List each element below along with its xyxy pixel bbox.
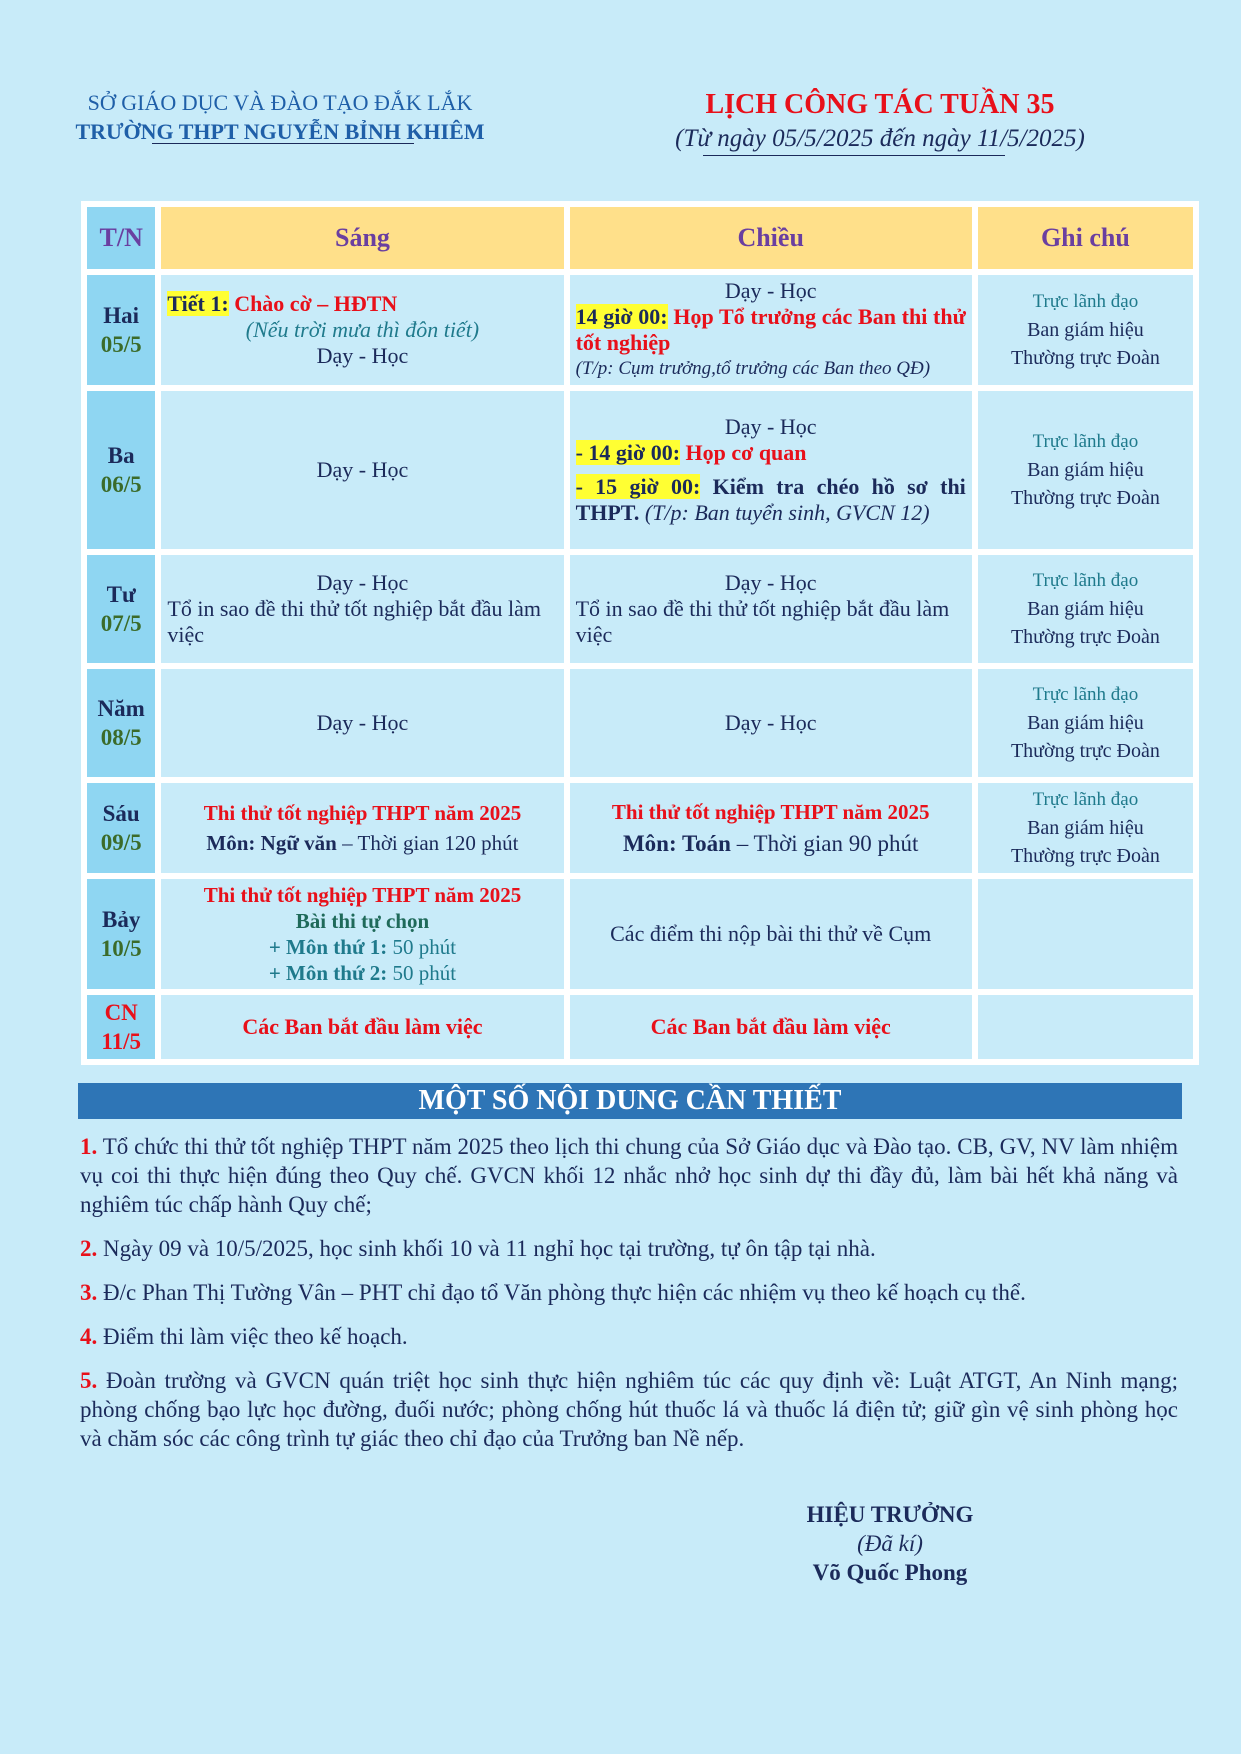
duty-leader: Trực lãnh đạo: [1032, 431, 1139, 452]
header-morning: Sáng: [161, 207, 563, 269]
issuer-block: [60, 88, 500, 146]
time-label: - 15 giờ 00:: [575, 474, 701, 499]
duty-leader: Trực lãnh đạo: [1032, 570, 1139, 591]
table-header-row: [87, 207, 1193, 269]
subject-2-time: 50 phút: [387, 961, 457, 985]
union-text: Thường trực Đoàn: [1010, 845, 1160, 867]
duty-leader: Trực lãnh đạo: [1032, 291, 1139, 312]
event-text: Họp cơ quan: [685, 440, 807, 465]
board-text: Ban giám hiệu: [1027, 319, 1144, 341]
morning-cell: [161, 879, 563, 989]
event-text: Kiểm tra chéo hồ sơ thi THPT.: [575, 474, 966, 525]
subject-2-label: + Môn thứ 2:: [268, 961, 388, 985]
day-date: 07/5: [100, 611, 142, 636]
table-row-thursday: [87, 669, 1193, 777]
teaching-text: Dạy - Học: [724, 414, 817, 439]
notes-cell-empty: [978, 995, 1193, 1059]
table-row-friday: [87, 783, 1193, 873]
participants-note: (T/p: Cụm trưởng,tổ trưởng các Ban theo QĐ): [575, 358, 931, 379]
header-notes: Ghi chú: [978, 207, 1193, 269]
department-name: SỞ GIÁO DỤC VÀ ĐÀO TẠO ĐẮK LẮK: [87, 90, 473, 115]
afternoon-cell: Các điểm thi nộp bài thi thử về Cụm: [570, 879, 972, 989]
table-row-wednesday: [87, 555, 1193, 663]
item-text: Đ/c Phan Thị Tường Vân – PHT chỉ đạo tổ Văn phòng thực hiện các nhiệm vụ theo kế hoạch cụ thể.: [97, 1280, 1026, 1305]
elective-title: Bài thi tự chọn: [295, 909, 430, 933]
exam-title: Thi thử tốt nghiệp THPT năm 2025: [203, 801, 522, 825]
item-number: 1.: [80, 1134, 98, 1159]
list-item: [80, 1366, 1178, 1453]
subject-label: Môn: Ngữ văn: [206, 831, 337, 855]
signature-block: [760, 1500, 1020, 1587]
notes-cell: [978, 275, 1193, 385]
table-row-monday: [87, 275, 1193, 385]
afternoon-cell: [570, 275, 972, 385]
day-name: Bảy: [102, 907, 141, 932]
day-date: 11/5: [101, 1029, 141, 1054]
item-number: 5.: [80, 1368, 98, 1393]
event-text: Họp Tổ trưởng các Ban thi thử tốt nghiệp: [575, 304, 966, 355]
item-number: 2.: [80, 1236, 98, 1261]
page-title: LỊCH CÔNG TÁC TUẦN 35: [705, 89, 1055, 120]
teaching-text: Dạy - Học: [316, 343, 409, 368]
day-cell: [87, 275, 155, 385]
afternoon-cell: Dạy - Học: [570, 669, 972, 777]
table-row-saturday: [87, 879, 1193, 989]
exam-title: Thi thử tốt nghiệp THPT năm 2025: [203, 883, 522, 907]
day-name: Hai: [103, 303, 140, 328]
school-underline: [152, 143, 414, 144]
day-cell: [87, 555, 155, 663]
notes-cell: [978, 783, 1193, 873]
exam-duration: – Thời gian 120 phút: [336, 831, 519, 855]
union-text: Thường trực Đoàn: [1010, 487, 1160, 509]
day-cell: [87, 995, 155, 1059]
day-cell: [87, 669, 155, 777]
print-team-text: Tổ in sao đề thi thử tốt nghiệp bắt đầu làm việc: [167, 596, 542, 647]
morning-cell: [161, 275, 563, 385]
item-text: Đoàn trường và GVCN quán triệt học sinh thực hiện nghiêm túc các quy định về: Luật ATGT, An Ninh mạng; phòng chống bạo lực học đường, đuối nước; phòng chống hút thuốc lá và thuốc lá điện tử; giữ gìn vệ sinh phòng học và chăm sóc các công trình tự giác theo chỉ đạo của Trưởng ban Nề nếp.: [80, 1368, 1178, 1451]
day-cell: [87, 783, 155, 873]
section-title: MỘT SỐ NỘI DUNG CẦN THIẾT: [78, 1083, 1182, 1119]
date-range: (Từ ngày 05/5/2025 đến ngày 11/5/2025): [675, 125, 1085, 152]
subject-1-time: 50 phút: [387, 935, 457, 959]
schedule-table: [81, 201, 1199, 1065]
union-text: Thường trực Đoàn: [1010, 347, 1160, 369]
day-date: 09/5: [100, 830, 142, 855]
date-underline: [703, 155, 1005, 156]
notes-list: [80, 1132, 1178, 1468]
table-row-tuesday: [87, 391, 1193, 549]
signer-role: HIỆU TRƯỞNG: [806, 1502, 974, 1527]
day-name: Ba: [107, 443, 135, 468]
teaching-text: Dạy - Học: [724, 278, 817, 303]
list-item: [80, 1278, 1178, 1307]
board-text: Ban giám hiệu: [1027, 712, 1144, 734]
list-item: [80, 1132, 1178, 1219]
afternoon-cell: [570, 391, 972, 549]
signer-name: Võ Quốc Phong: [812, 1560, 968, 1585]
header-day: T/N: [87, 207, 155, 269]
afternoon-cell: Các Ban bắt đầu làm việc: [570, 995, 972, 1059]
time-label: 14 giờ 00:: [575, 304, 668, 329]
board-text: Ban giám hiệu: [1027, 598, 1144, 620]
day-date: 05/5: [100, 332, 142, 357]
item-text: Tổ chức thi thử tốt nghiệp THPT năm 2025 theo lịch thi chung của Sở Giáo dục và Đào tạo. CB, GV, NV làm nhiệm vụ coi thi thực hiện đúng theo Quy chế. GVCN khối 12 nhắc nhở học sinh dự thi đầy đủ, làm bài hết khả năng và nghiêm túc chấp hành Quy chế;: [80, 1134, 1178, 1217]
afternoon-cell: [570, 783, 972, 873]
union-text: Thường trực Đoàn: [1010, 740, 1160, 762]
day-date: 10/5: [100, 936, 142, 961]
board-text: Ban giám hiệu: [1027, 817, 1144, 839]
day-name: Sáu: [102, 801, 140, 826]
teaching-text: Dạy - Học: [316, 570, 409, 595]
signed-note: (Đã kí): [857, 1531, 923, 1556]
notes-cell-empty: [978, 879, 1193, 989]
subject-label: Môn: Toán: [622, 831, 731, 856]
notes-cell: [978, 555, 1193, 663]
item-text: Điểm thi làm việc theo kế hoạch.: [97, 1324, 408, 1349]
header-afternoon: Chiều: [570, 207, 972, 269]
day-name: Tư: [106, 582, 136, 607]
union-text: Thường trực Đoàn: [1010, 626, 1160, 648]
exam-title: Thi thử tốt nghiệp THPT năm 2025: [611, 800, 930, 824]
board-text: Ban giám hiệu: [1027, 459, 1144, 481]
morning-cell: Dạy - Học: [161, 391, 563, 549]
list-item: [80, 1322, 1178, 1351]
morning-cell: [161, 555, 563, 663]
subject-1-label: + Môn thứ 1:: [268, 935, 388, 959]
time-label: - 14 giờ 00:: [575, 440, 681, 465]
item-number: 3.: [80, 1280, 98, 1305]
duty-leader: Trực lãnh đạo: [1032, 789, 1139, 810]
morning-cell: [161, 783, 563, 873]
afternoon-cell: [570, 555, 972, 663]
period-label: Tiết 1:: [167, 291, 229, 316]
day-cell: [87, 879, 155, 989]
list-item: [80, 1234, 1178, 1263]
day-name: CN: [104, 1000, 138, 1025]
print-team-text: Tổ in sao đề thi thử tốt nghiệp bắt đầu làm việc: [575, 596, 950, 647]
title-block: [580, 88, 1180, 156]
school-name: TRƯỜNG THPT NGUYỄN BỈNH KHIÊM: [75, 119, 485, 144]
duty-leader: Trực lãnh đạo: [1032, 684, 1139, 705]
table-row-sunday: [87, 995, 1193, 1059]
participants-note: (T/p: Ban tuyển sinh, GVCN 12): [644, 500, 930, 525]
day-name: Năm: [97, 696, 145, 721]
notes-cell: [978, 669, 1193, 777]
day-date: 06/5: [100, 472, 142, 497]
rain-note: (Nếu trời mưa thì đôn tiết): [245, 317, 480, 342]
event-text: Chào cờ – HĐTN: [234, 291, 398, 316]
notes-cell: [978, 391, 1193, 549]
item-text: Ngày 09 và 10/5/2025, học sinh khối 10 và 11 nghỉ học tại trường, tự ôn tập tại nhà.: [97, 1236, 876, 1261]
day-cell: [87, 391, 155, 549]
item-number: 4.: [80, 1324, 98, 1349]
teaching-text: Dạy - Học: [724, 570, 817, 595]
morning-cell: Dạy - Học: [161, 669, 563, 777]
exam-duration: – Thời gian 90 phút: [730, 831, 919, 856]
morning-cell: Các Ban bắt đầu làm việc: [161, 995, 563, 1059]
day-date: 08/5: [100, 725, 142, 750]
